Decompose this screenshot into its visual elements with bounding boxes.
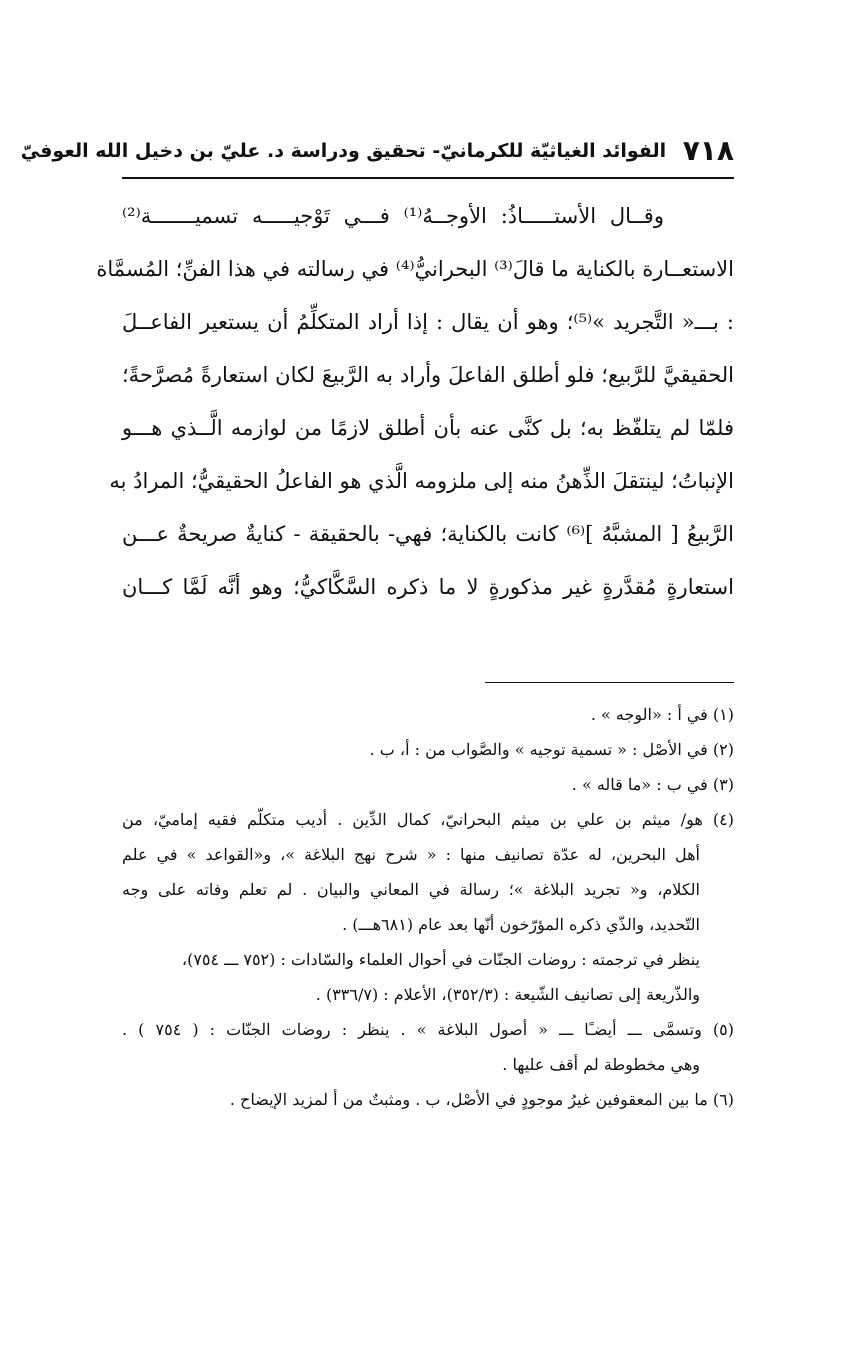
footnote-1: (١) في أ : «الوجه » . <box>590 705 734 724</box>
footnote-2: (٢) في الأصْل : « تسمية توجيه » والصَّواب من : أ، ب . <box>369 740 734 759</box>
footnote-4-continued: ينظر في ترجمته : روضات الجنّات في أحوال العلماء والسّادات : (٧٥٢ ـــ ٧٥٤)، <box>181 950 700 969</box>
page-number: ٧١٨ <box>682 134 734 167</box>
text-line: استعارةٍ مُقدَّرةٍ غير مذكورةٍ لا ما ذكره السَّكَّاكيُّ؛ وهو أنَّه لَمَّا كـــان <box>122 575 734 599</box>
footnote-4-continued: أهل البحرين، له عدّة تصانيف منها : « شرح نهج البلاغة »، و«القواعد » في علم <box>122 845 700 864</box>
footnote-4-continued: والذّريعة إلى تصانيف الشّيعة : (٣٥٢/٣)، الأعلام : (٣٣٦/٧) . <box>315 985 700 1004</box>
footnotes <box>122 697 734 1117</box>
footnote-4-continued: التّحديد، والذّي ذكره المؤرّخون أنّها بعد عام (٦٨١هـــ) . <box>342 915 700 934</box>
text-line: الاستعــارة بالكناية ما قالَ⁽³⁾ البحرانيُّ⁽⁴⁾ في رسالته في هذا الفنِّ؛ المُسمَّاة <box>96 257 734 281</box>
main-text <box>96 190 734 614</box>
footnote-5: (٥) وتسمَّى ـــ أيضـًا ـــ « أصول البلاغة » . ينظر : روضات الجنّات : ( ٧٥٤ ) . <box>122 1020 735 1039</box>
footnote-6: (٦) ما بين المعقوفين غيرُ موجودٍ في الأصْل، ب . ومثبتٌ من أ لمزيد الإيضاح . <box>229 1090 734 1109</box>
text-line: الحقيقيَّ للرَّبيع؛ فلو أطلق الفاعلَ وأراد به الرَّبيعَ لكان استعارةً مُصرَّحةً؛ <box>122 363 734 387</box>
footnote-4-continued: الكلام، و« تجريد البلاغة »؛ رسالة في المعاني والبيان . لم تعلم وفاته على وجه <box>122 880 700 899</box>
text-line: فلمّا لم يتلفّظ به؛ بل كنَّى عنه بأن أطلق لازمًا من لوازمه الَّــذي هـــو <box>122 416 734 440</box>
text-line: الإنباتُ؛ لينتقلَ الذِّهنُ منه إلى ملزومه الَّذي هو الفاعلُ الحقيقيُّ؛ المرادُ به <box>109 469 734 493</box>
running-header <box>20 134 734 167</box>
footnote-separator <box>485 682 734 683</box>
text-line: وقــال الأستـــــاذُ: الأوجــهُ⁽¹⁾ فـــي تَوْجيـــــه تسميـــــــة⁽²⁾ <box>122 204 664 228</box>
running-title: الفوائد الغياثيّة للكرمانيّ- تحقيق ودراسة د. عليّ بن دخيل الله العوفيّ <box>20 140 667 162</box>
footnote-3: (٣) في ب : «ما قاله » . <box>571 775 734 794</box>
text-line: الرَّبيعُ [ المشبَّهُ ]⁽⁶⁾ كانت بالكناية؛ فهي- بالحقيقة - كنايةٌ صريحةٌ عـــن <box>122 522 734 546</box>
footnote-4: (٤) هو/ ميثم بن علي بن ميثم البحرانيّ، كمال الدِّين . أديب متكلّم فقيه إماميّ، من <box>122 810 734 829</box>
text-line: : بـــ« التَّجريد »⁽⁵⁾؛ وهو أن يقال : إذا أراد المتكلِّمُ أن يستعير الفاعــلَ <box>122 310 734 334</box>
footnote-5-continued: وهي مخطوطة لم أقف عليها . <box>502 1055 700 1074</box>
header-rule <box>122 177 734 179</box>
